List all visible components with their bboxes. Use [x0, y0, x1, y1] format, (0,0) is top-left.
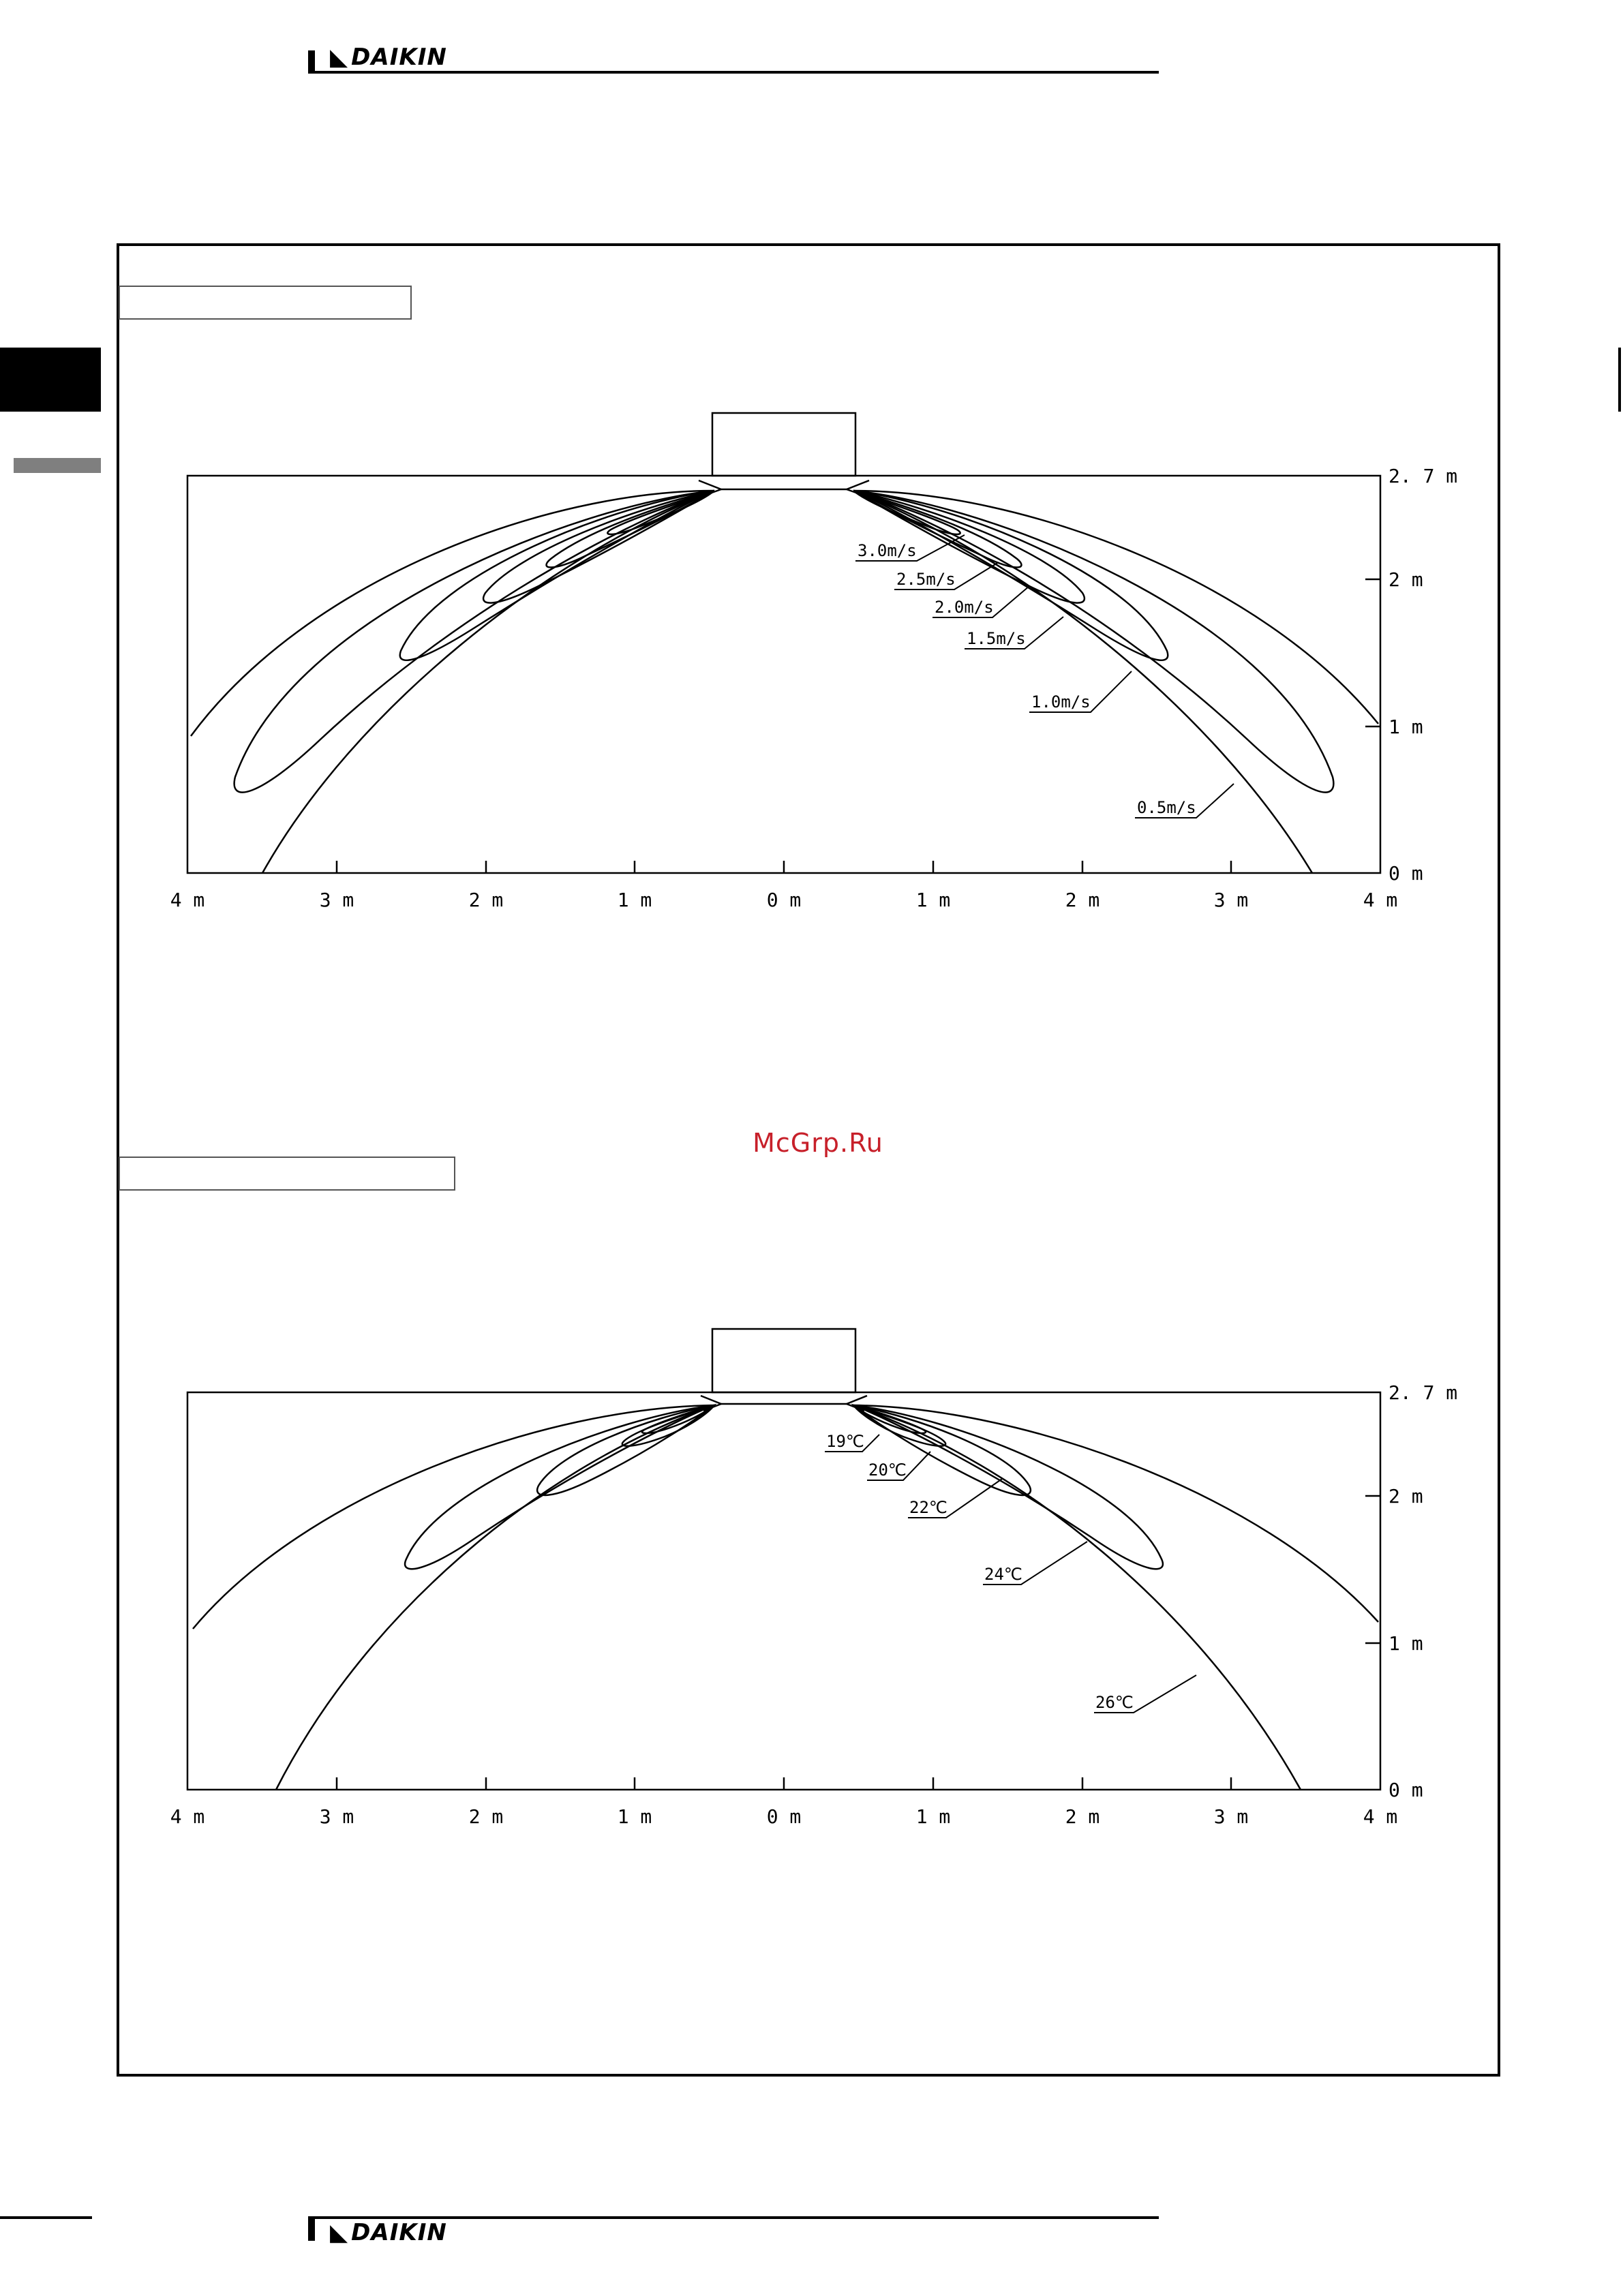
x-tick-label: 1 m — [617, 889, 652, 911]
indoor-unit-box — [712, 1329, 855, 1392]
x-tick-label: 2 m — [468, 1805, 504, 1828]
temperature-contours-left — [193, 1405, 714, 1790]
contour-24-left — [405, 1405, 714, 1569]
x-tick-label: 4 m — [1363, 889, 1398, 911]
x-tick-label: 1 m — [617, 1805, 652, 1828]
watermark: McGrp.Ru — [753, 1128, 883, 1158]
x-tick-label: 0 m — [766, 1805, 802, 1828]
y-tick-label: 1 m — [1389, 1632, 1423, 1655]
y-tick-label: 0 m — [1389, 862, 1423, 885]
y-tick-label: 2 m — [1389, 1485, 1423, 1507]
x-tick-label: 2 m — [468, 889, 504, 911]
contour-label: 26℃ — [1095, 1693, 1134, 1712]
x-ticks — [337, 1777, 1231, 1790]
contour-label: 1.5m/s — [967, 629, 1026, 648]
x-tick-label: 4 m — [170, 1805, 205, 1828]
y-tick-label: 2. 7 m — [1389, 1381, 1458, 1404]
contour-24-right — [853, 1405, 1163, 1569]
x-tick-label: 2 m — [1065, 889, 1100, 911]
x-tick-label: 1 m — [915, 889, 951, 911]
contour-label: 24℃ — [984, 1565, 1022, 1584]
x-tick-label: 2 m — [1065, 1805, 1100, 1828]
y-tick-label: 2 m — [1389, 568, 1423, 591]
contour-label: 1.0m/s — [1031, 692, 1091, 711]
contour-label: 22℃ — [909, 1498, 947, 1517]
footer-rule — [308, 2216, 1159, 2219]
footer-bar-mark — [308, 2218, 315, 2241]
contour-label: 0.5m/s — [1137, 798, 1196, 817]
contour-label: 2.0m/s — [935, 598, 994, 617]
footer-brand: DAIKIN — [351, 2219, 447, 2246]
footer-logo — [330, 2219, 447, 2246]
x-tick-label: 1 m — [915, 1805, 951, 1828]
header-brand: DAIKIN — [351, 44, 447, 71]
x-tick-label: 3 m — [319, 889, 354, 911]
temperature-contours-right — [853, 1405, 1378, 1790]
x-tick-label: 3 m — [1213, 1805, 1249, 1828]
y-tick-label: 0 m — [1389, 1779, 1423, 1801]
contour-label: 19℃ — [826, 1432, 864, 1451]
x-tick-label: 4 m — [170, 889, 205, 911]
y-tick-label: 2. 7 m — [1389, 465, 1458, 487]
x-tick-label: 3 m — [319, 1805, 354, 1828]
y-tick-label: 1 m — [1389, 716, 1423, 738]
contour-label: 20℃ — [868, 1460, 907, 1480]
contour-26-left-inner — [276, 1405, 714, 1790]
daikin-logo-icon: ◣ — [330, 2219, 349, 2246]
room-section-frame — [187, 1392, 1380, 1790]
daikin-logo-icon: ◣ — [330, 44, 349, 71]
x-tick-label: 0 m — [766, 889, 802, 911]
contour-label: 3.0m/s — [858, 541, 917, 560]
x-tick-label: 3 m — [1213, 889, 1249, 911]
footer-left-rule — [0, 2216, 92, 2219]
contour-label: 2.5m/s — [896, 570, 956, 589]
x-tick-label: 4 m — [1363, 1805, 1398, 1828]
